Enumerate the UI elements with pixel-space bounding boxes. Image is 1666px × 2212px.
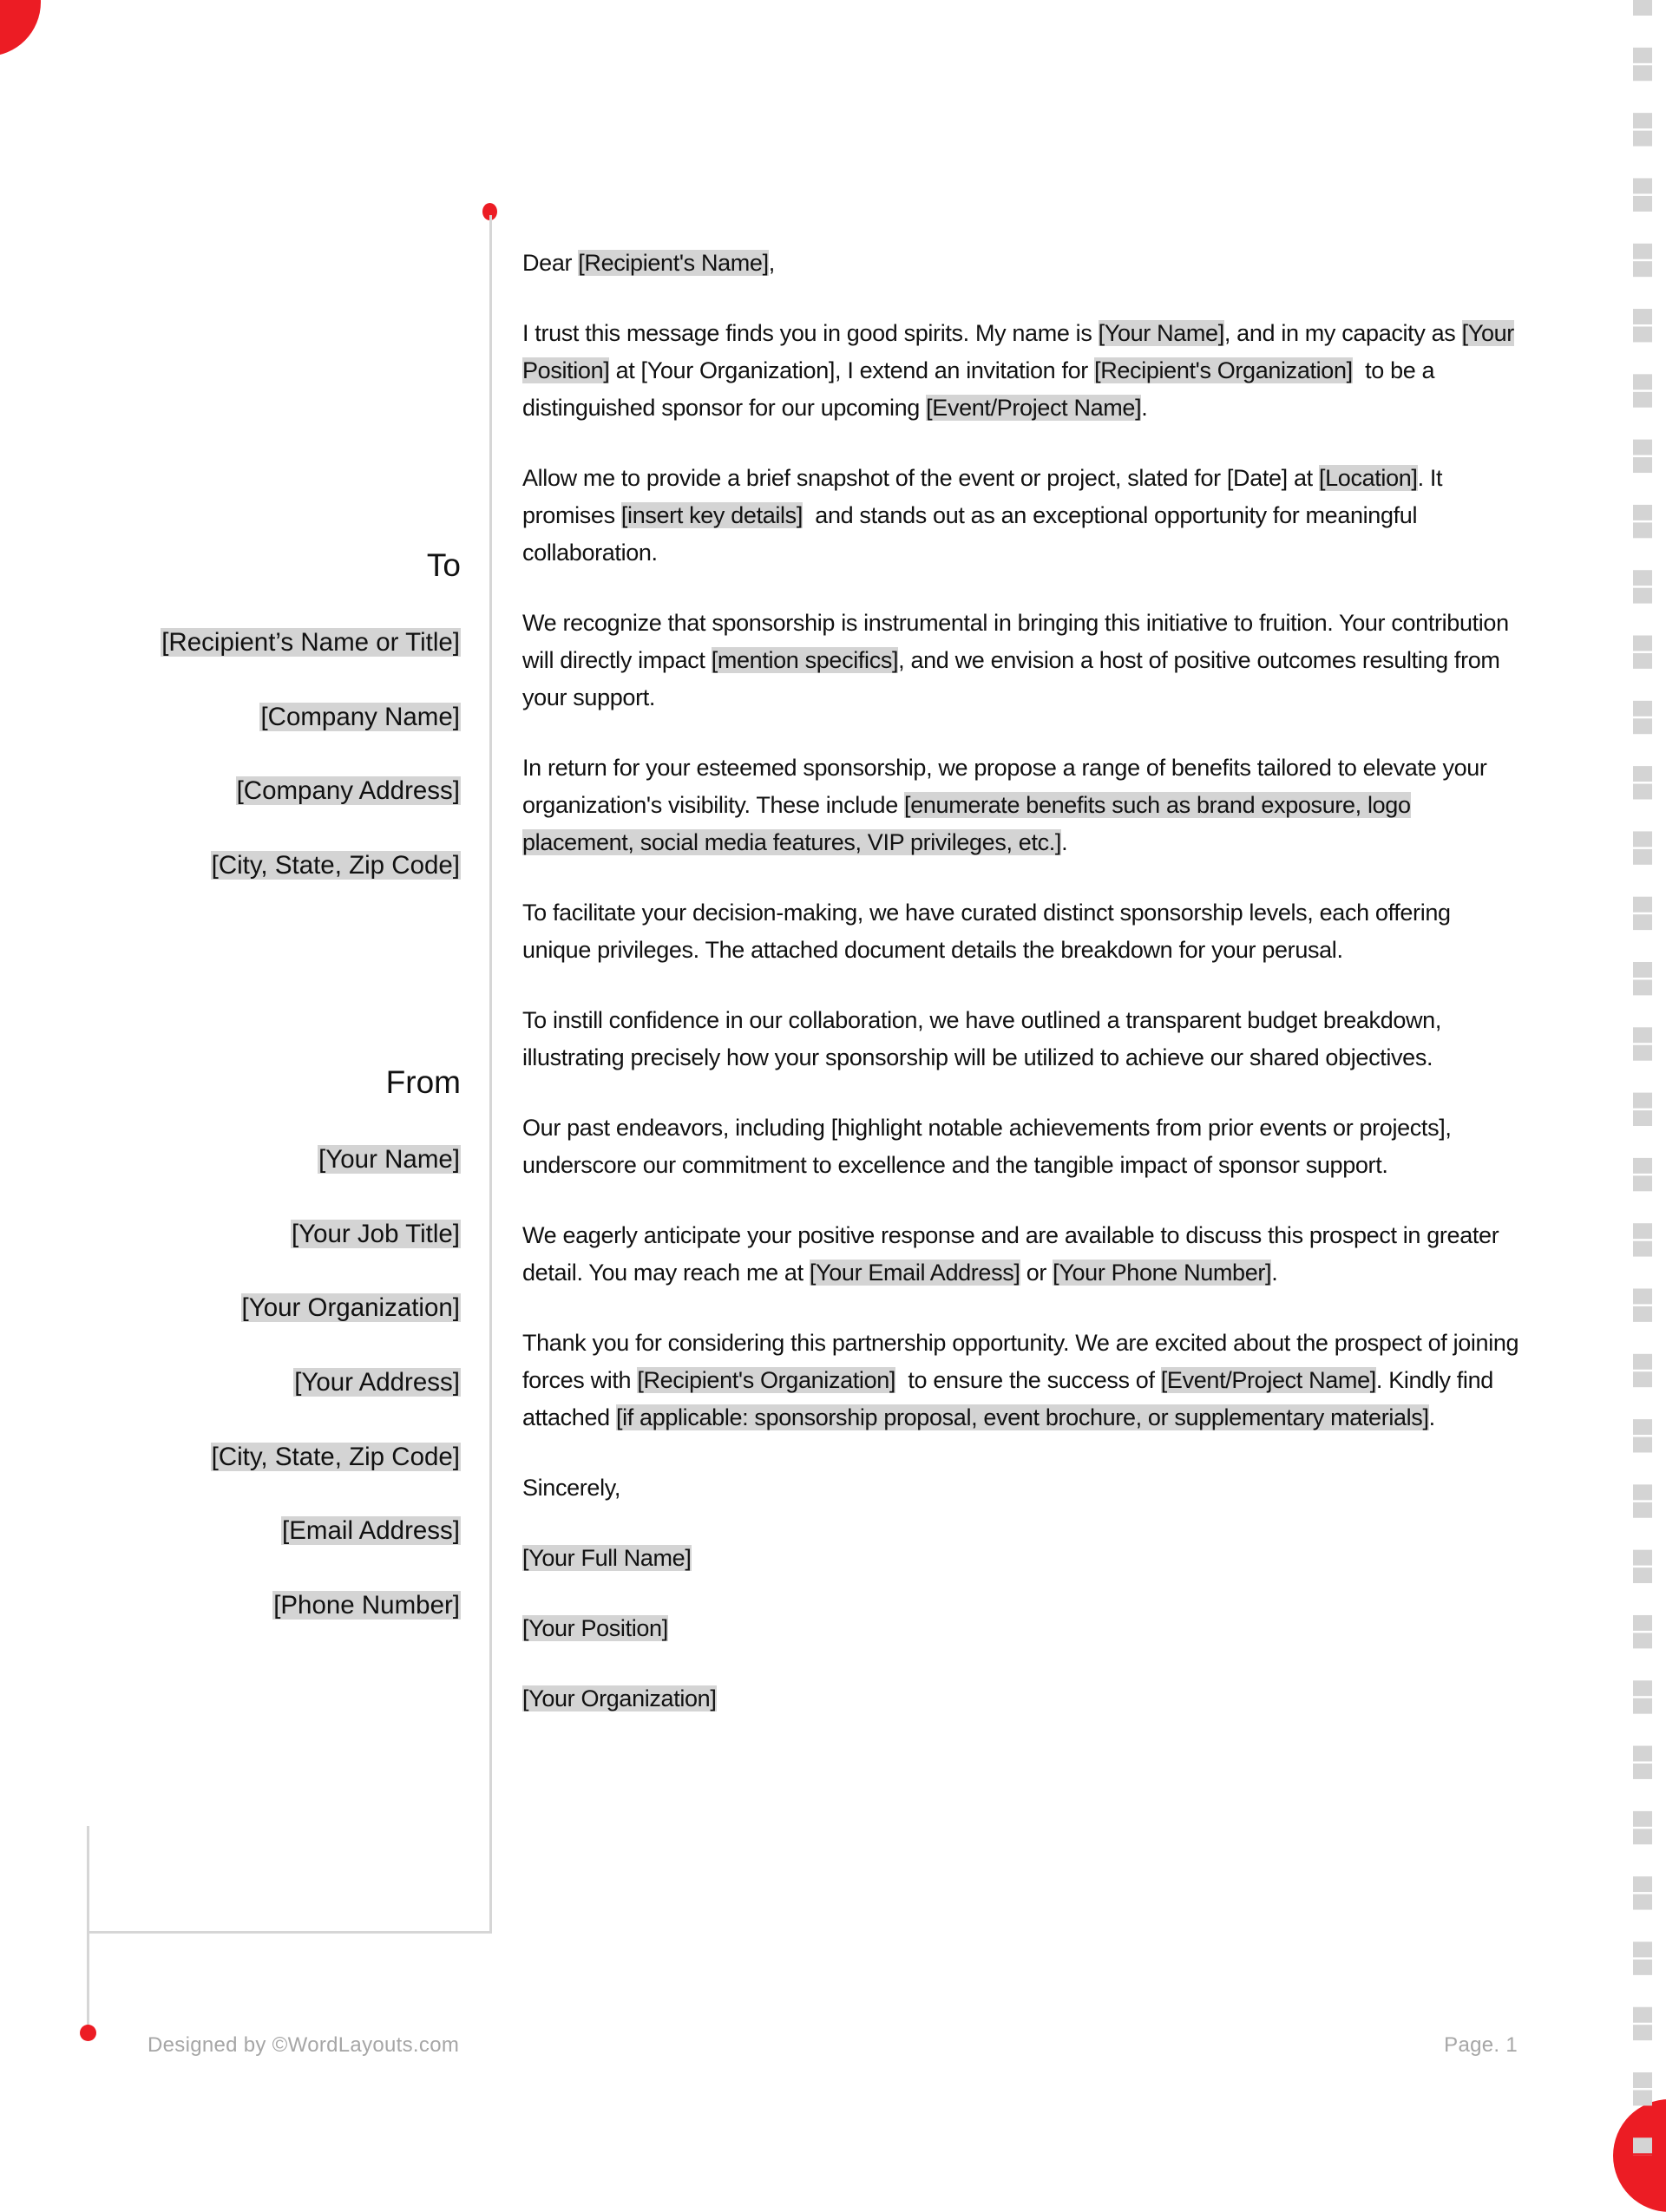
sender-address-field[interactable]: [Your Address] (294, 1368, 460, 1397)
page-number: Page. 1 (1444, 2033, 1518, 2057)
closing: Sincerely, (522, 1475, 621, 1501)
sender-email-field[interactable]: [Email Address] (282, 1516, 460, 1545)
signature-organization: [Your Organization] (522, 1685, 717, 1711)
paragraph-benefits: In return for your esteemed sponsorship, we propose a range of benefits tailored to elevate your organization's visibility. These include [enumerate benefits such as brand exposure, logo placement, social media features, VIP privileges, etc.]. (522, 755, 1487, 855)
attachments-placeholder[interactable]: [if applicable: sponsorship proposal, event brochure, or supplementary materials] (615, 1404, 1429, 1430)
your-position-placeholder[interactable]: [Your Position] (522, 320, 1514, 383)
recipient-name-placeholder[interactable]: [Recipient's Name] (578, 250, 769, 276)
timeline-left-rule (87, 1826, 89, 2031)
recipient-organization-placeholder-2[interactable]: [Recipient's Organization] (637, 1367, 896, 1393)
benefits-placeholder[interactable]: [enumerate benefits such as brand exposure, logo placement, social media features, VIP privileges, etc.] (522, 792, 1411, 855)
sender-city-state-zip-field[interactable]: [City, State, Zip Code] (211, 1443, 460, 1471)
footer-credit: Designed by ©WordLayouts.com (148, 2033, 460, 2057)
salutation: Dear [Recipient's Name], (522, 250, 775, 276)
decorative-circle-top-left (0, 0, 41, 56)
company-address-field[interactable]: [Company Address] (236, 776, 460, 805)
event-project-name-placeholder-2[interactable]: [Event/Project Name] (1160, 1367, 1376, 1393)
decorative-dashed-border (1633, 0, 1652, 2156)
location-placeholder[interactable]: [Location] (1318, 465, 1418, 491)
timeline-dot-bottom (80, 2025, 96, 2041)
paragraph-thank-you: Thank you for considering this partnership opportunity. We are excited about the prospect of joining forces with [Recipient's Organization] to ensure the success of [Event/Project Name]. Kindly find attached [if applicable: sponsorship proposal, event brochure, or supplementary materials]. (522, 1330, 1519, 1430)
recipient-city-state-zip-field[interactable]: [City, State, Zip Code] (211, 851, 460, 880)
paragraph-event-snapshot: Allow me to provide a brief snapshot of the event or project, slated for [Date] at [Location]. It promises [insert key details] and stands out as an exceptional opportunity for meaningful collaboration. (522, 465, 1443, 566)
to-heading: To (426, 547, 461, 583)
event-project-name-placeholder[interactable]: [Event/Project Name] (926, 395, 1142, 421)
from-heading: From (385, 1064, 461, 1100)
timeline-horizontal-rule (87, 1931, 492, 1934)
paragraph-budget: To instill confidence in our collaboration, we have outlined a transparent budget breakdown, illustrating precisely how your sponsorship will be utilized to achieve our shared objectives. (522, 1007, 1441, 1070)
sender-organization-field[interactable]: [Your Organization] (241, 1293, 460, 1322)
your-email-placeholder[interactable]: [Your Email Address] (809, 1260, 1020, 1286)
your-name-placeholder[interactable]: [Your Name] (1098, 320, 1224, 346)
letter-body (522, 245, 1520, 1751)
paragraph-sponsorship-levels: To facilitate your decision-making, we have curated distinct sponsorship levels, each offering unique privileges. The attached document details the breakdown for your perusal. (522, 900, 1451, 963)
key-details-placeholder[interactable]: [insert key details] (620, 502, 803, 528)
recipient-name-field[interactable]: [Recipient’s Name or Title] (161, 628, 460, 657)
paragraph-past-endeavors: Our past endeavors, including [highlight notable achievements from prior events or projects], underscore our commitment to excellence and the tangible impact of sponsor support. (522, 1115, 1452, 1178)
timeline-vertical-rule (489, 215, 492, 1934)
sender-name-field[interactable]: [Your Name] (318, 1145, 460, 1174)
paragraph-introduction: I trust this message finds you in good spirits. My name is [Your Name], and in my capacity as [Your Position] at [Your Organization], I extend an invitation for [Recipient's Organization] to be a distinguished sponsor for our upcoming [Event/Project Name]. (522, 320, 1514, 421)
signature-full-name: [Your Full Name] (522, 1545, 692, 1571)
signature-position: [Your Position] (522, 1615, 668, 1641)
your-phone-placeholder[interactable]: [Your Phone Number] (1053, 1260, 1272, 1286)
sender-job-title-field[interactable]: [Your Job Title] (291, 1220, 460, 1248)
paragraph-impact: We recognize that sponsorship is instrumental in bringing this initiative to fruition. Your contribution will directly impact [mention specifics], and we envision a host of positive outcomes resulting from your support. (522, 610, 1509, 710)
sender-phone-field[interactable]: [Phone Number] (273, 1591, 460, 1620)
company-name-field[interactable]: [Company Name] (260, 703, 460, 731)
recipient-organization-placeholder[interactable]: [Recipient's Organization] (1094, 357, 1353, 383)
specifics-placeholder[interactable]: [mention specifics] (711, 647, 899, 673)
paragraph-contact: We eagerly anticipate your positive response and are available to discuss this prospect in greater detail. You may reach me at [Your Email Address] or [Your Phone Number]. (522, 1222, 1499, 1286)
